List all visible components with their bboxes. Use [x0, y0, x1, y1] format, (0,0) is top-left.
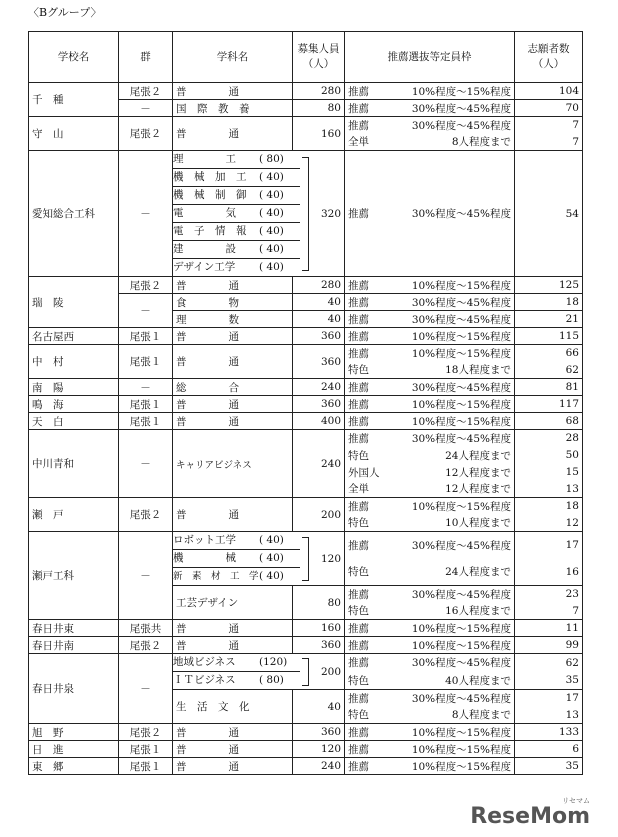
sub-dept: 理 工 ( 80): [173, 153, 284, 165]
sub-dept: 機 械 加 工 ( 40): [173, 168, 300, 186]
applicants-cell: 117: [515, 396, 583, 413]
dept-cell: 生 活 文 化: [173, 690, 293, 724]
table-row: [29, 328, 583, 345]
applicants-cell: 7: [515, 117, 583, 134]
school-name: 東 郷: [29, 758, 119, 775]
applicants-cell: 6: [515, 741, 583, 758]
quota-cell: 推薦 30%程度～45%程度: [345, 586, 515, 603]
header-group: 群: [119, 32, 173, 83]
applicants-cell: 28: [515, 430, 583, 447]
dept-group: [173, 151, 345, 277]
quota-cell: 特色 18人程度まで: [345, 362, 515, 379]
group-cell: 尾張１: [119, 741, 173, 758]
applicants-cell: 81: [515, 379, 583, 396]
group-cell: －: [119, 654, 173, 724]
table-row: [29, 83, 583, 100]
dept-cell: 普 通: [173, 724, 293, 741]
dept-cell: 普 通: [173, 277, 293, 294]
dept-cell: 普 通: [173, 637, 293, 654]
header-quota: 推薦選抜等定員枠: [345, 32, 515, 83]
group-cell: 尾張共: [119, 620, 173, 637]
capacity-cell: 120: [293, 741, 345, 758]
dept-cell: 普 通: [173, 396, 293, 413]
school-name: 瑞 陵: [29, 277, 119, 328]
group-cell: －: [119, 532, 173, 620]
school-name: 旭 野: [29, 724, 119, 741]
quota-cell: 推薦 10%程度～15%程度: [345, 277, 515, 294]
school-name: 瀬戸工科: [29, 532, 119, 620]
applicants-cell: 18: [515, 294, 583, 311]
quota-cell: 推薦 10%程度～15%程度: [345, 396, 515, 413]
quota-cell: 特色 24人程度まで: [345, 559, 515, 586]
applicants-cell: 35: [515, 758, 583, 775]
capacity-cell: 40: [293, 311, 345, 328]
quota-cell: 特色 40人程度まで: [345, 672, 515, 690]
school-name: 春日井南: [29, 637, 119, 654]
dept-group: [173, 532, 345, 586]
capacity-cell: 240: [293, 430, 345, 498]
group-cell: 尾張２: [119, 277, 173, 294]
dept-cell: 普 通: [173, 741, 293, 758]
dept-cell: 総 合: [173, 379, 293, 396]
quota-cell: 外国人 12人程度まで: [345, 464, 515, 481]
applicants-cell: 62: [515, 654, 583, 672]
capacity-cell: 320: [320, 207, 341, 220]
school-name: 春日井東: [29, 620, 119, 637]
capacity-cell: 40: [293, 294, 345, 311]
header-school: 学校名: [29, 32, 119, 83]
sub-dept: ＩＴビジネス ( 80): [173, 671, 300, 689]
dept-cell: 普 通: [173, 83, 293, 100]
table-row: [29, 345, 583, 362]
group-cell: －: [119, 294, 173, 328]
applicant-table: [28, 31, 583, 775]
quota-cell: 推薦 10%程度～15%程度: [345, 345, 515, 362]
group-cell: 尾張１: [119, 345, 173, 379]
quota-cell: 推薦 10%程度～15%程度: [345, 724, 515, 741]
school-name: 南 陽: [29, 379, 119, 396]
quota-cell: 特色 16人程度まで: [345, 603, 515, 620]
quota-cell: 推薦 30%程度～45%程度: [345, 311, 515, 328]
dept-cell: 工芸デザイン: [173, 586, 293, 620]
sub-dept: ロボット工学 ( 40): [173, 534, 284, 546]
capacity-cell: 280: [293, 277, 345, 294]
capacity-cell: 160: [293, 620, 345, 637]
quota-cell: 推薦 30%程度～45%程度: [345, 430, 515, 447]
sub-dept: 電 子 情 報 ( 40): [173, 222, 300, 240]
applicants-cell: 21: [515, 311, 583, 328]
group-cell: －: [119, 100, 173, 117]
applicants-cell: 50: [515, 447, 583, 464]
capacity-cell: 240: [293, 379, 345, 396]
group-cell: －: [119, 379, 173, 396]
group-cell: －: [119, 151, 173, 277]
table-row: [29, 741, 583, 758]
header-capacity: 募集人員（人）: [293, 32, 345, 83]
school-name: 鳴 海: [29, 396, 119, 413]
applicants-cell: 11: [515, 620, 583, 637]
group-cell: 尾張１: [119, 758, 173, 775]
dept-cell: 普 通: [173, 498, 293, 532]
applicants-cell: 7: [515, 134, 583, 151]
capacity-cell: 240: [293, 758, 345, 775]
dept-cell: 食 物: [173, 294, 293, 311]
group-cell: 尾張１: [119, 396, 173, 413]
header-applicants: 志願者数（人）: [515, 32, 583, 83]
bracket: [302, 157, 309, 271]
group-caption: 〈Bグループ〉: [28, 6, 102, 19]
header-dept: 学科名: [173, 32, 293, 83]
school-name: 春日井泉: [29, 654, 119, 724]
applicants-cell: 66: [515, 345, 583, 362]
school-name: 天 白: [29, 413, 119, 430]
school-name: 守 山: [29, 117, 119, 151]
quota-cell: 推薦 30%程度～45%程度: [345, 654, 515, 672]
dept-cell: 理 数: [173, 311, 293, 328]
quota-cell: 推薦 10%程度～15%程度: [345, 620, 515, 637]
table-row: [29, 724, 583, 741]
school-name: 瀬 戸: [29, 498, 119, 532]
bracket: [302, 658, 309, 686]
applicants-cell: 18: [515, 498, 583, 515]
capacity-cell: 360: [293, 396, 345, 413]
group-cell: 尾張２: [119, 117, 173, 151]
group-cell: 尾張１: [119, 413, 173, 430]
sub-dept: 建 設 ( 40): [173, 240, 300, 258]
applicants-cell: 125: [515, 277, 583, 294]
dept-group: [173, 654, 345, 690]
dept-cell: 普 通: [173, 758, 293, 775]
group-cell: －: [119, 430, 173, 498]
table-row: [29, 379, 583, 396]
group-cell: 尾張２: [119, 724, 173, 741]
table-row: [29, 396, 583, 413]
applicants-cell: 12: [515, 515, 583, 532]
applicants-cell: 54: [515, 151, 583, 277]
quota-cell: 推薦 30%程度～45%程度: [345, 690, 515, 707]
quota-cell: 推薦 10%程度～15%程度: [345, 498, 515, 515]
dept-cell: 普 通: [173, 328, 293, 345]
sub-dept: 地域ビジネス (120): [173, 656, 288, 668]
school-name: 日 進: [29, 741, 119, 758]
group-cell: 尾張１: [119, 328, 173, 345]
applicants-cell: 62: [515, 362, 583, 379]
quota-cell: 推薦 30%程度～45%程度: [345, 151, 515, 277]
dept-cell: 普 通: [173, 345, 293, 379]
table-row: [29, 498, 583, 515]
sub-dept: 電 気 ( 40): [173, 204, 300, 222]
capacity-cell: 80: [293, 100, 345, 117]
sub-dept: 新 素 材 工 学( 40): [173, 567, 300, 585]
quota-cell: 推薦 30%程度～45%程度: [345, 117, 515, 134]
capacity-cell: 80: [293, 586, 345, 620]
table-row: [29, 151, 583, 277]
resemom-logo: リセマム ReseMom: [470, 797, 590, 829]
applicants-cell: 99: [515, 637, 583, 654]
capacity-cell: 400: [293, 413, 345, 430]
sub-dept: 機 械 ( 40): [173, 549, 300, 567]
capacity-cell: 160: [293, 117, 345, 151]
quota-cell: 推薦 10%程度～15%程度: [345, 328, 515, 345]
school-name: 名古屋西: [29, 328, 119, 345]
school-name: 愛知総合工科: [29, 151, 119, 277]
applicants-cell: 133: [515, 724, 583, 741]
table-row: [29, 654, 583, 672]
applicants-cell: 13: [515, 481, 583, 498]
dept-cell: 国 際 教 養: [173, 100, 293, 117]
applicants-cell: 104: [515, 83, 583, 100]
dept-cell: 普 通: [173, 413, 293, 430]
capacity-cell: 200: [320, 665, 341, 678]
table-row: [29, 758, 583, 775]
table-row: [29, 430, 583, 447]
capacity-cell: 40: [293, 690, 345, 724]
group-cell: 尾張２: [119, 637, 173, 654]
applicants-cell: 16: [515, 559, 583, 586]
quota-cell: 推薦 10%程度～15%程度: [345, 413, 515, 430]
applicants-cell: 23: [515, 586, 583, 603]
capacity-cell: 200: [293, 498, 345, 532]
applicants-cell: 17: [515, 532, 583, 559]
table-row: [29, 532, 583, 559]
quota-cell: 特色 24人程度まで: [345, 447, 515, 464]
group-cell: 尾張２: [119, 83, 173, 100]
dept-cell: キャリアビジネス: [173, 430, 293, 498]
table-row: [29, 277, 583, 294]
quota-cell: 推薦 10%程度～15%程度: [345, 758, 515, 775]
quota-cell: 特色 10人程度まで: [345, 515, 515, 532]
capacity-cell: 280: [293, 83, 345, 100]
school-name: 中 村: [29, 345, 119, 379]
applicants-cell: 70: [515, 100, 583, 117]
dept-cell: 普 通: [173, 620, 293, 637]
capacity-cell: 360: [293, 345, 345, 379]
school-name: 千 種: [29, 83, 119, 117]
capacity-cell: 120: [320, 552, 341, 565]
table-row: [29, 117, 583, 134]
school-name: 中川青和: [29, 430, 119, 498]
dept-cell: 普 通: [173, 117, 293, 151]
capacity-cell: 360: [293, 328, 345, 345]
capacity-cell: 360: [293, 637, 345, 654]
quota-cell: 推薦 30%程度～45%程度: [345, 532, 515, 559]
quota-cell: 特色 8人程度まで: [345, 707, 515, 724]
quota-cell: 全単 12人程度まで: [345, 481, 515, 498]
table-row: [29, 637, 583, 654]
capacity-cell: 360: [293, 724, 345, 741]
applicants-cell: 7: [515, 603, 583, 620]
quota-cell: 推薦 10%程度～15%程度: [345, 83, 515, 100]
sub-dept: デザイン工学 ( 40): [173, 258, 300, 276]
bracket: [302, 537, 309, 581]
applicants-cell: 13: [515, 707, 583, 724]
group-cell: 尾張２: [119, 498, 173, 532]
applicants-cell: 68: [515, 413, 583, 430]
quota-cell: 全単 8人程度まで: [345, 134, 515, 151]
quota-cell: 推薦 30%程度～45%程度: [345, 294, 515, 311]
quota-cell: 推薦 30%程度～45%程度: [345, 100, 515, 117]
sub-dept: 機 械 制 御 ( 40): [173, 186, 300, 204]
quota-cell: 推薦 10%程度～15%程度: [345, 637, 515, 654]
quota-cell: 推薦 10%程度～15%程度: [345, 741, 515, 758]
header-row: [29, 32, 583, 83]
quota-cell: 推薦 30%程度～45%程度: [345, 379, 515, 396]
table-row: [29, 413, 583, 430]
applicants-cell: 115: [515, 328, 583, 345]
applicants-cell: 35: [515, 672, 583, 690]
table-row: [29, 620, 583, 637]
applicants-cell: 15: [515, 464, 583, 481]
applicants-cell: 17: [515, 690, 583, 707]
